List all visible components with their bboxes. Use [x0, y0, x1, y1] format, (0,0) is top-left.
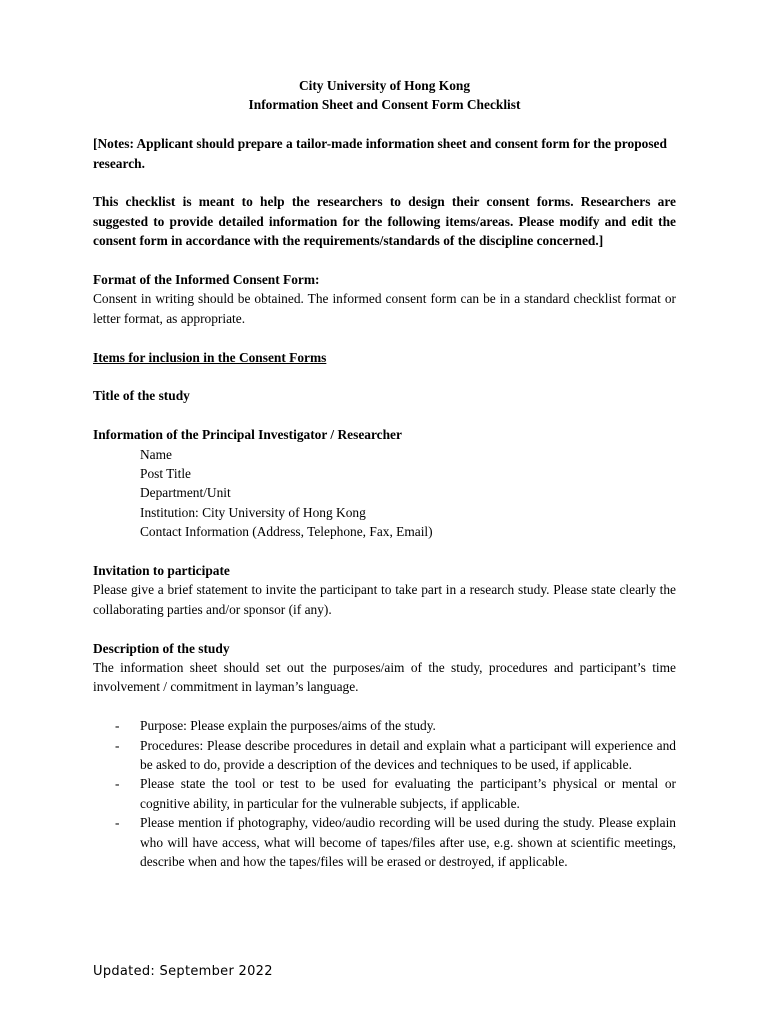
document-title-line1: City University of Hong Kong	[298, 78, 471, 93]
document-page	[93, 76, 676, 872]
document-title-line2: Information Sheet and Consent Form Checklist	[248, 97, 521, 113]
pi-item-institution: Institution: City University of Hong Kong	[140, 504, 366, 520]
pi-item-department: Department/Unit	[140, 485, 231, 501]
description-bullet-list	[93, 716, 676, 871]
pi-item-contact: Contact Information (Address, Telephone, Fax, Email)	[140, 524, 433, 540]
bullet-dash: -	[115, 815, 120, 831]
format-text: Consent in writing should be obtained. The informed consent form can be in a standard checklist format or letter format, as appropriate.	[93, 291, 676, 326]
bullet-dash: -	[115, 776, 120, 792]
notes-paragraph-1: [Notes: Applicant should prepare a tailor-made information sheet and consent form for the proposed research.	[93, 136, 667, 171]
footer-updated: Updated: September 2022	[93, 964, 273, 979]
pi-item-name: Name	[140, 446, 172, 462]
pi-heading: Information of the Principal Investigator / Researcher	[93, 427, 402, 443]
bullet-text-procedures: Procedures: Please describe procedures in detail and explain what a participant will experience and be asked to do, provide a description of the devices and techniques to be used, if applicable.	[140, 737, 676, 773]
list-item	[93, 736, 676, 775]
description-heading: Description of the study	[93, 640, 230, 656]
list-item	[93, 813, 676, 871]
bullet-text-purpose: Purpose: Please explain the purposes/aims of the study.	[140, 718, 436, 734]
pi-item-post-title: Post Title	[140, 466, 191, 482]
title-of-study-heading: Title of the study	[93, 388, 190, 404]
invitation-heading: Invitation to participate	[93, 563, 230, 579]
invitation-text: Please give a brief statement to invite the participant to take part in a research study. Please state clearly the collaborating parties and/or sponsor (if any).	[93, 582, 676, 617]
list-item	[93, 774, 676, 813]
format-heading: Format of the Informed Consent Form:	[93, 272, 320, 288]
description-text: The information sheet should set out the purposes/aim of the study, procedures and participant’s time involvement / commitment in layman’s language.	[93, 660, 676, 695]
bullet-dash: -	[115, 737, 120, 753]
items-heading: Items for inclusion in the Consent Forms	[93, 349, 327, 365]
bullet-text-recording: Please mention if photography, video/audio recording will be used during the study. Please explain who will have access, what will become of tapes/files after use, e.g. shown at scientific meetings, describe when and how the tapes/files will be erased or destroyed, if applicable.	[140, 815, 676, 870]
notes-paragraph-2: This checklist is meant to help the researchers to design their consent forms. Researchers are suggested to provide detailed information for the following items/areas. Please modify and edit the consent form in accordance with the requirements/standards of the discipline concerned.]	[93, 194, 676, 249]
bullet-dash: -	[115, 718, 120, 734]
bullet-text-tool: Please state the tool or test to be used for evaluating the participant’s physical or mental or cognitive ability, in particular for the vulnerable subjects, if applicable.	[140, 776, 676, 811]
list-item	[93, 716, 676, 735]
